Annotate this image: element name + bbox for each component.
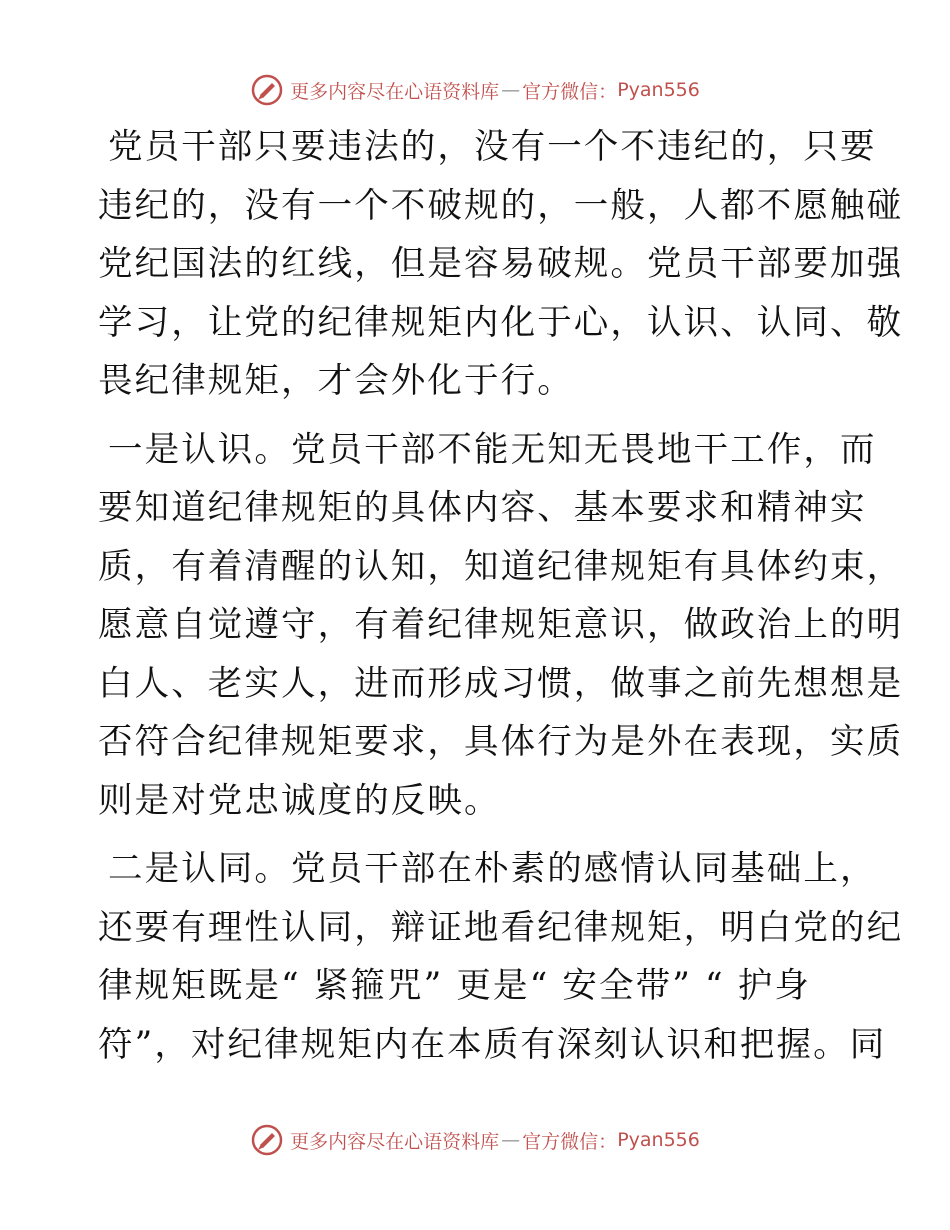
- banner-wechat-label: 官方微信：: [522, 1130, 618, 1153]
- text-line: 党员干部只要违法的，没有一个不违纪的，只要: [108, 127, 877, 167]
- banner-text: 更多内容尽在心语资料库: [290, 80, 500, 103]
- text-line: 质，有着清醒的认知，知道纪律规矩有具体约束，: [98, 546, 904, 587]
- footer-watermark-banner: [0, 1120, 950, 1160]
- text-line: 要知道纪律规矩的具体内容、基本要求和精神实: [98, 488, 867, 528]
- text-line: 党纪国法的红线，但是容易破规。党员干部要加强: [98, 244, 904, 284]
- text-line: 愿意自觉遵守，有着纪律规矩意识，做政治上的明: [98, 605, 904, 645]
- text-line: 畏纪律规矩，才会外化于行。: [98, 361, 574, 401]
- text-line: 还要有理性认同，辩证地看纪律规矩，明白党的纪: [98, 907, 904, 948]
- banner-text: 更多内容尽在心语资料库: [290, 1130, 500, 1153]
- text-line: 否符合纪律规矩要求，具体行为是外在表现，实质: [98, 722, 904, 762]
- paragraph-identification: [98, 840, 904, 1074]
- text-line: 学习，让党的纪律规矩内化于心，认识、认同、敬: [98, 302, 904, 343]
- document-body: [98, 118, 904, 1084]
- banner-wechat-id: Pyan556: [617, 79, 700, 101]
- text-line: 一是认识。党员干部不能无知无畏地干工作，而: [108, 429, 877, 470]
- banner-separator: —: [501, 79, 521, 101]
- text-line: 律规矩既是“ 紧箍咒” 更是“ 安全带” “ 护身: [98, 966, 812, 1006]
- paragraph-intro: [98, 118, 904, 411]
- text-line: 二是认同。党员干部在朴素的感情认同基础上，: [108, 849, 877, 889]
- text-line: 符”，对纪律规矩内在本质有深刻认识和把握。同: [98, 1024, 887, 1065]
- paragraph-recognition: [98, 421, 904, 831]
- header-watermark-banner: [0, 70, 950, 110]
- brand-logo-icon: [250, 1123, 284, 1157]
- text-line: 白人、老实人，进而形成习惯，做事之前先想想是: [98, 663, 904, 704]
- banner-separator: —: [501, 1129, 521, 1151]
- text-line: 违纪的，没有一个不破规的，一般，人都不愿触碰: [98, 185, 904, 226]
- brand-logo-icon: [250, 73, 284, 107]
- text-line: 则是对党忠诚度的反映。: [98, 780, 501, 821]
- banner-wechat-id: Pyan556: [617, 1129, 700, 1151]
- banner-wechat-label: 官方微信：: [522, 80, 618, 103]
